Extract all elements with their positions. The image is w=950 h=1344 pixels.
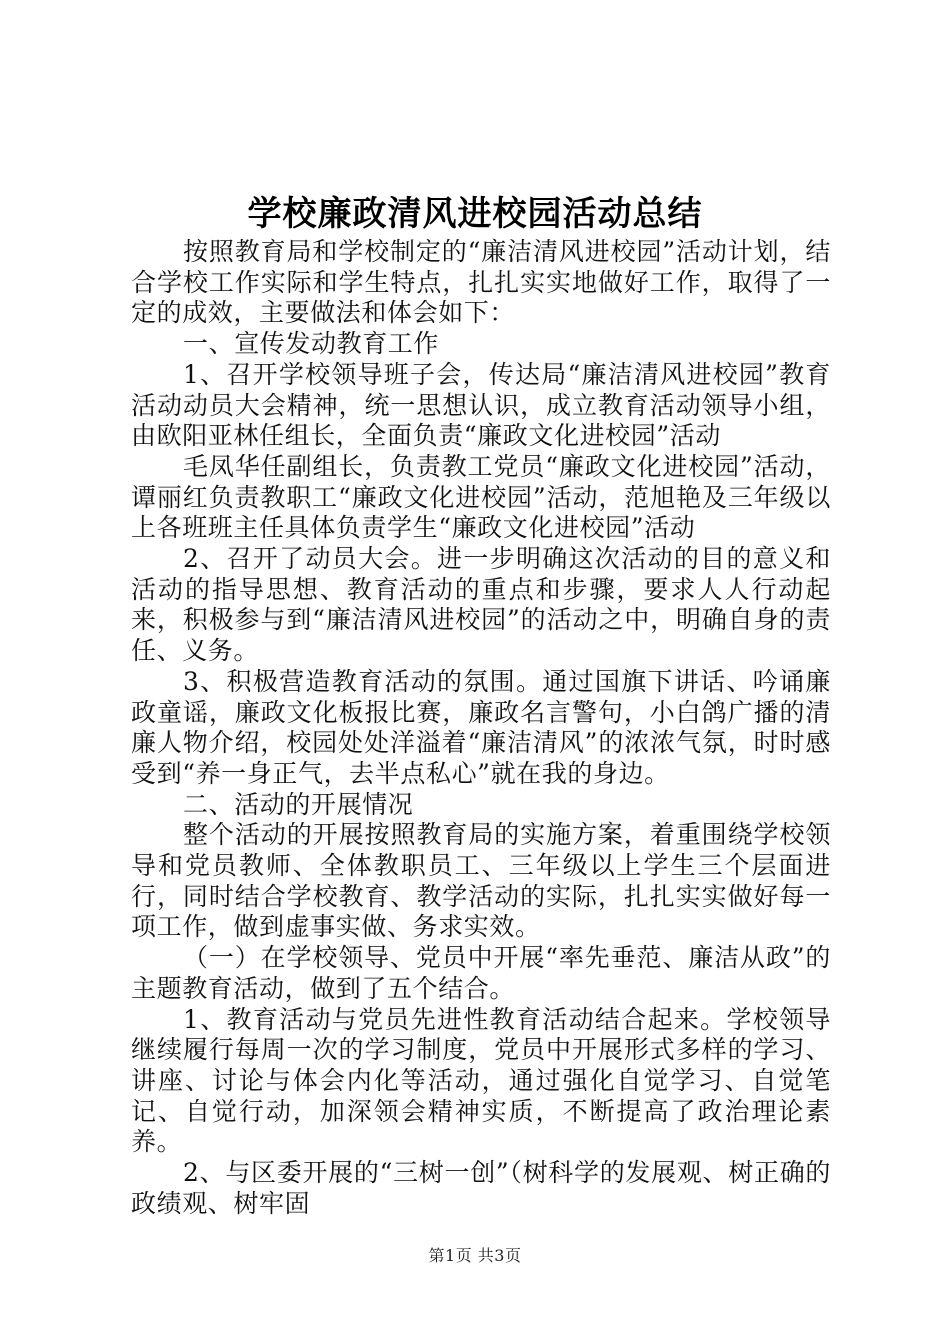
subsection-heading: （一）在学校领导、党员中开展“率先垂范、廉洁从政”的主题教育活动，做到了五个结合。 (131, 943, 831, 1003)
document-body (131, 237, 831, 1220)
paragraph: 1、召开学校领导班子会，传达局“廉洁清风进校园”教育活动动员大会精神，统一思想认识，成立教育活动领导小组，由欧阳亚林任组长，全面负责“廉政文化进校园”活动 (131, 359, 831, 451)
paragraph-intro: 按照教育局和学校制定的“廉洁清风进校园”活动计划，结合学校工作实际和学生特点，扎扎实实地做好工作，取得了一定的成效，主要做法和体会如下： (131, 237, 831, 328)
document-title: 学校廉政清风进校园活动总结 (247, 194, 703, 234)
page-footer: 第1页 共3页 (428, 1246, 522, 1265)
section-heading-2: 二、活动的开展情况 (183, 789, 414, 819)
paragraph: 毛凤华任副组长，负责教工党员“廉政文化进校园”活动，谭丽红负责教职工“廉政文化进校园”活动，范旭艳及三年级以上各班班主任具体负责学生“廉政文化进校园”活动 (131, 451, 831, 543)
paragraph: 1、教育活动与党员先进性教育活动结合起来。学校领导继续履行每周一次的学习制度，党员中开展形式多样的学习、讲座、讨论与体会内化等活动，通过强化自觉学习、自觉笔记、自觉行动，加深领会精神实质，不断提高了政治理论素养。 (131, 1004, 831, 1157)
paragraph: 2、召开了动员大会。进一步明确这次活动的目的意义和活动的指导思想、教育活动的重点和步骤，要求人人行动起来，积极参与到“廉洁清风进校园”的活动之中，明确自身的责任、义务。 (131, 544, 831, 666)
section-heading-1: 一、宣传发动教育工作 (183, 329, 440, 359)
paragraph: 整个活动的开展按照教育局的实施方案，着重围绕学校领导和党员教师、全体教职员工、三年级以上学生三个层面进行，同时结合学校教育、教学活动的实际，扎扎实实做好每一项工作，做到虚事实做、务求实效。 (131, 820, 831, 942)
paragraph: 2、与区委开展的“三树一创”（树科学的发展观、树正确的政绩观、树牢固 (131, 1158, 831, 1218)
paragraph: 3、积极营造教育活动的氛围。通过国旗下讲话、吟诵廉政童谣，廉政文化板报比赛，廉政名言警句，小白鸽广播的清廉人物介绍，校园处处洋溢着“廉洁清风”的浓浓气氛，时时感受到“养一身正气，去半点私心”就在我的身边。 (131, 666, 831, 788)
